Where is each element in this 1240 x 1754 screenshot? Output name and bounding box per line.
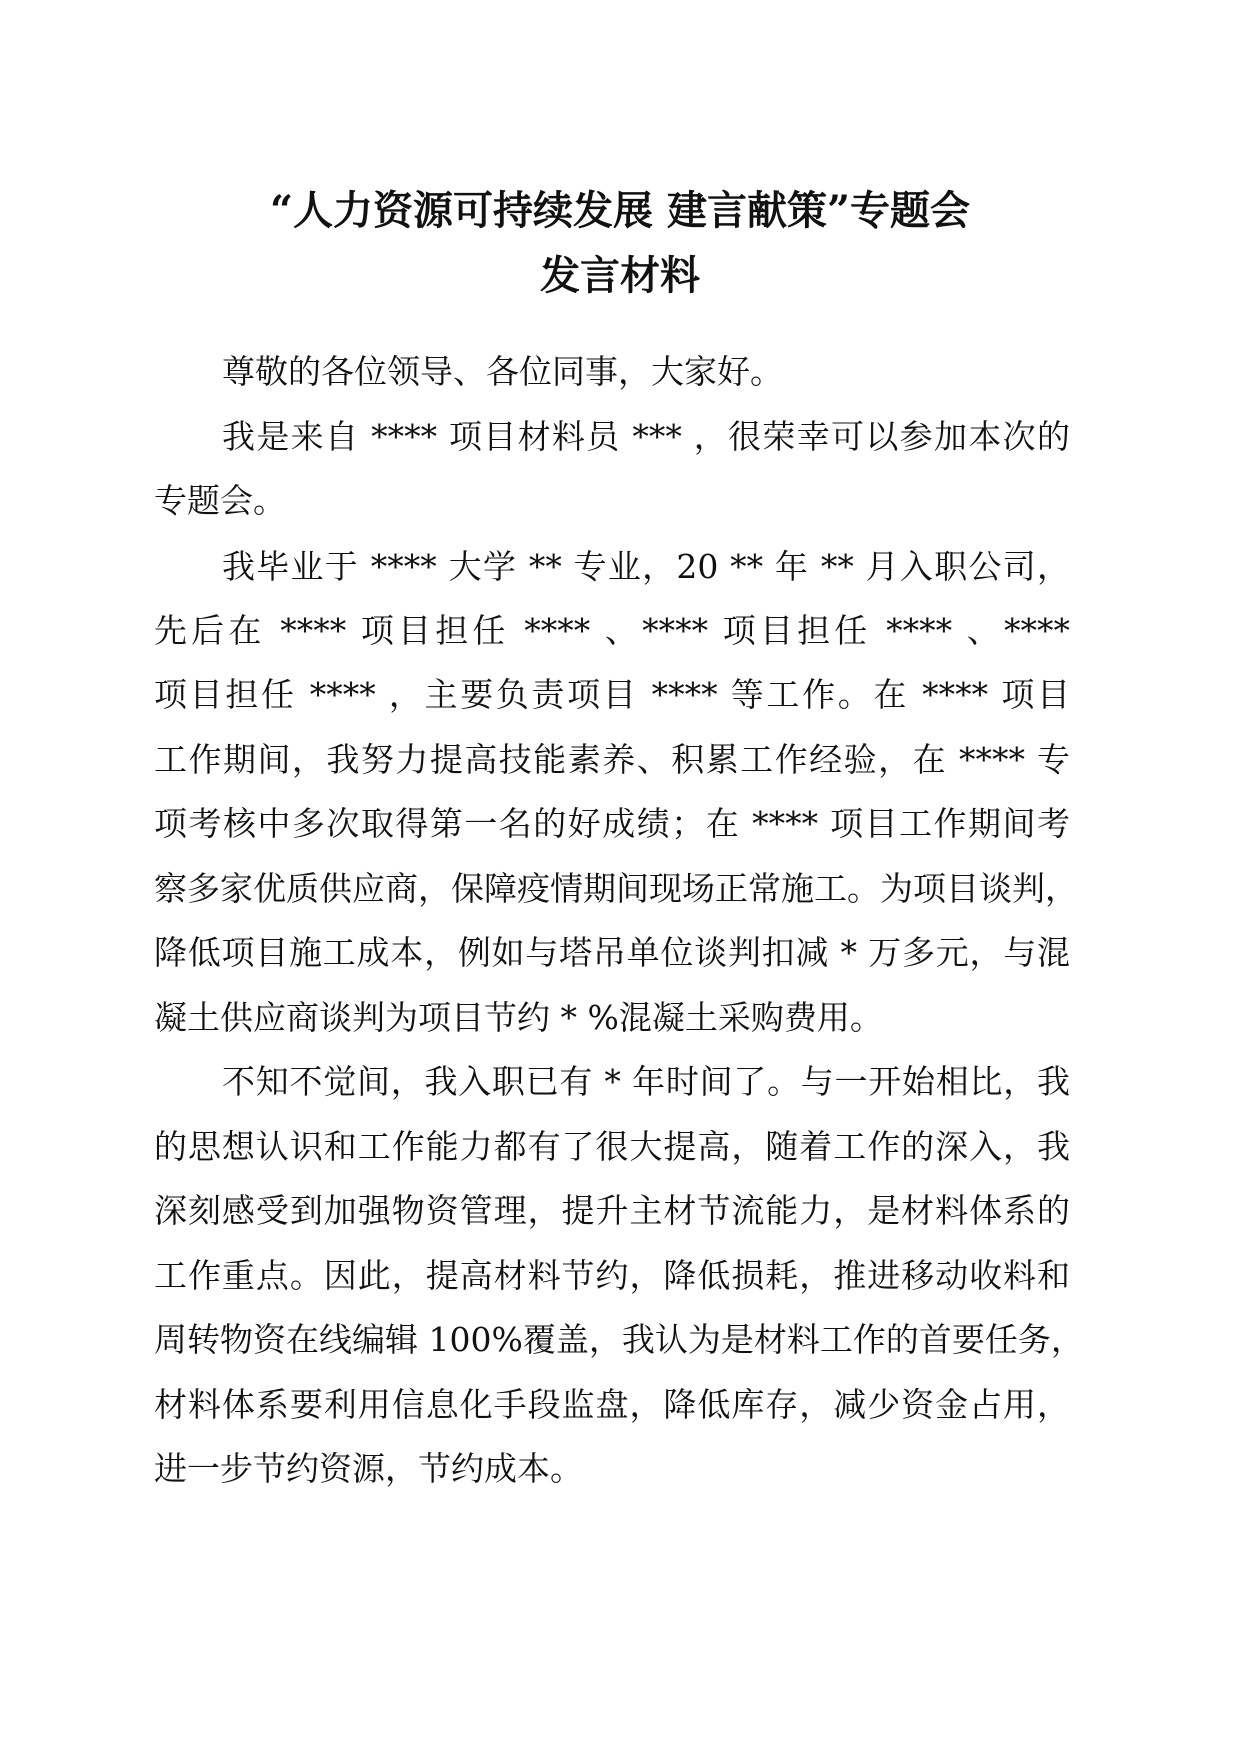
text-line: 深刻感受到加强物资管理，提升主材节流能力，是材料体系的	[154, 1191, 1070, 1230]
text-line: 的思想认识和工作能力都有了很大提高，随着工作的深入，我	[154, 1127, 1070, 1166]
text-line: 进一步节约资源，节约成本。	[154, 1449, 583, 1488]
text-line: 周转物资在线编辑 100%覆盖，我认为是材料工作的首要任务，	[154, 1320, 1084, 1359]
document-subtitle: 发言材料	[540, 252, 700, 299]
text-line: 专题会。	[154, 481, 286, 520]
text-line: 工作重点。因此，提高材料节约，降低损耗，推进移动收料和	[154, 1256, 1070, 1295]
text-line: 先后在 **** 项目担任 **** 、**** 项目担任 **** 、****	[154, 611, 1070, 650]
text-line: 项目担任 **** ，主要负责项目 **** 等工作。在 **** 项目	[154, 675, 1070, 714]
text-line: 工作期间，我努力提高技能素养、积累工作经验，在 **** 专	[154, 740, 1070, 779]
text-line: 不知不觉间，我入职已有 * 年时间了。与一开始相比，我	[222, 1062, 1070, 1101]
text-line: 我是来自 **** 项目材料员 *** ，很荣幸可以参加本次的	[222, 417, 1070, 456]
greeting-line: 尊敬的各位领导、各位同事，大家好。	[222, 352, 783, 391]
text-line: 察多家优质供应商，保障疫情期间现场正常施工。为项目谈判，	[154, 869, 1078, 908]
text-line: 材料体系要利用信息化手段监盘，降低库存，减少资金占用，	[154, 1385, 1070, 1424]
text-line: 我毕业于 **** 大学 ** 专业，20 ** 年 ** 月入职公司，	[222, 547, 1070, 586]
text-line: 凝土供应商谈判为项目节约 * %混凝土采购费用。	[154, 998, 883, 1037]
text-line: 项考核中多次取得第一名的好成绩；在 **** 项目工作期间考	[154, 804, 1070, 843]
document-title: “人力资源可持续发展 建言献策”专题会	[270, 187, 970, 234]
text-line: 降低项目施工成本，例如与塔吊单位谈判扣减 * 万多元，与混	[154, 933, 1070, 972]
